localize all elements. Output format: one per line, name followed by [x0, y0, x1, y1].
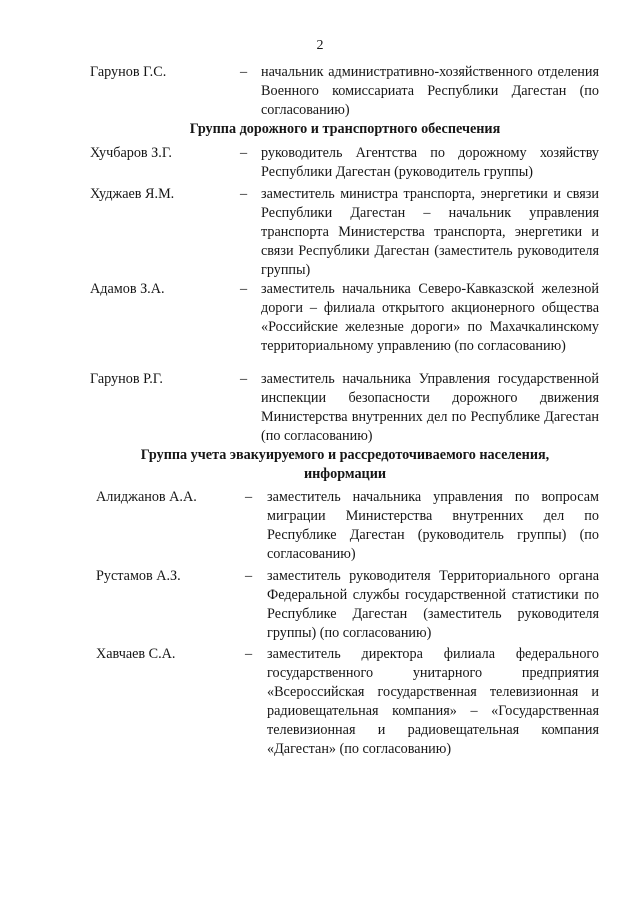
position-description: руководитель Агентства по дорожному хозяйству Республики Дагестан (руководитель группы) — [261, 145, 599, 180]
group-heading: Группа дорожного и транспортного обеспечения — [189, 121, 501, 137]
dash: – — [245, 489, 253, 505]
person-name: Хавчаев С.А. — [96, 646, 176, 662]
position-description: заместитель директора филиала федерального государственного унитарного предприятия «Всероссийская государственная телевизионная и радиовещательная компания» – «Государственная телевизионная и радиовещательная компания «Дагестан» (по согласованию) — [267, 646, 599, 757]
person-name: Гарунов Р.Г. — [90, 371, 163, 387]
position-description: заместитель начальника управления по вопросам миграции Министерства внутренних дел по Республике Дагестан (руководитель группы) (по согласованию) — [267, 489, 599, 562]
person-name: Адамов З.А. — [90, 281, 165, 297]
list-item — [0, 63, 640, 123]
dash: – — [240, 371, 248, 387]
group-heading: Группа учета эвакуируемого и рассредоточиваемого населения, информации — [140, 447, 550, 482]
position-description: заместитель начальника Северо-Кавказской железной дороги – филиала открытого акционерного общества «Российские железные дороги» по Махачкалинскому территориальному управлению (по согласованию) — [261, 281, 599, 354]
dash: – — [245, 646, 253, 662]
person-name: Худжаев Я.М. — [90, 186, 175, 202]
person-name: Хучбаров З.Г. — [90, 145, 172, 161]
position-description: начальник административно-хозяйственного отделения Военного комиссариата Республики Дагестан (по согласованию) — [261, 64, 599, 118]
person-name: Алиджанов А.А. — [96, 489, 197, 505]
dash: – — [245, 568, 253, 584]
person-name: Рустамов А.З. — [96, 568, 181, 584]
position-description: заместитель министра транспорта, энергетики и связи Республики Дагестан – начальник управления транспорта Министерства транспорта, энергетики и связи Республики Дагестан (заместитель руководителя группы) — [261, 186, 599, 278]
position-description: заместитель начальника Управления государственной инспекции безопасности дорожного движения Министерства внутренних дел по Республике Дагестан (по согласованию) — [261, 371, 599, 444]
dash: – — [240, 186, 248, 202]
person-name: Гарунов Г.С. — [90, 64, 167, 80]
page-number: 2 — [316, 38, 324, 53]
dash: – — [240, 64, 248, 80]
dash: – — [240, 145, 248, 161]
dash: – — [240, 281, 248, 297]
position-description: заместитель руководителя Территориального органа Федеральной службы государственной статистики по Республике Дагестан (заместитель руководителя группы) (по согласованию) — [267, 568, 599, 641]
